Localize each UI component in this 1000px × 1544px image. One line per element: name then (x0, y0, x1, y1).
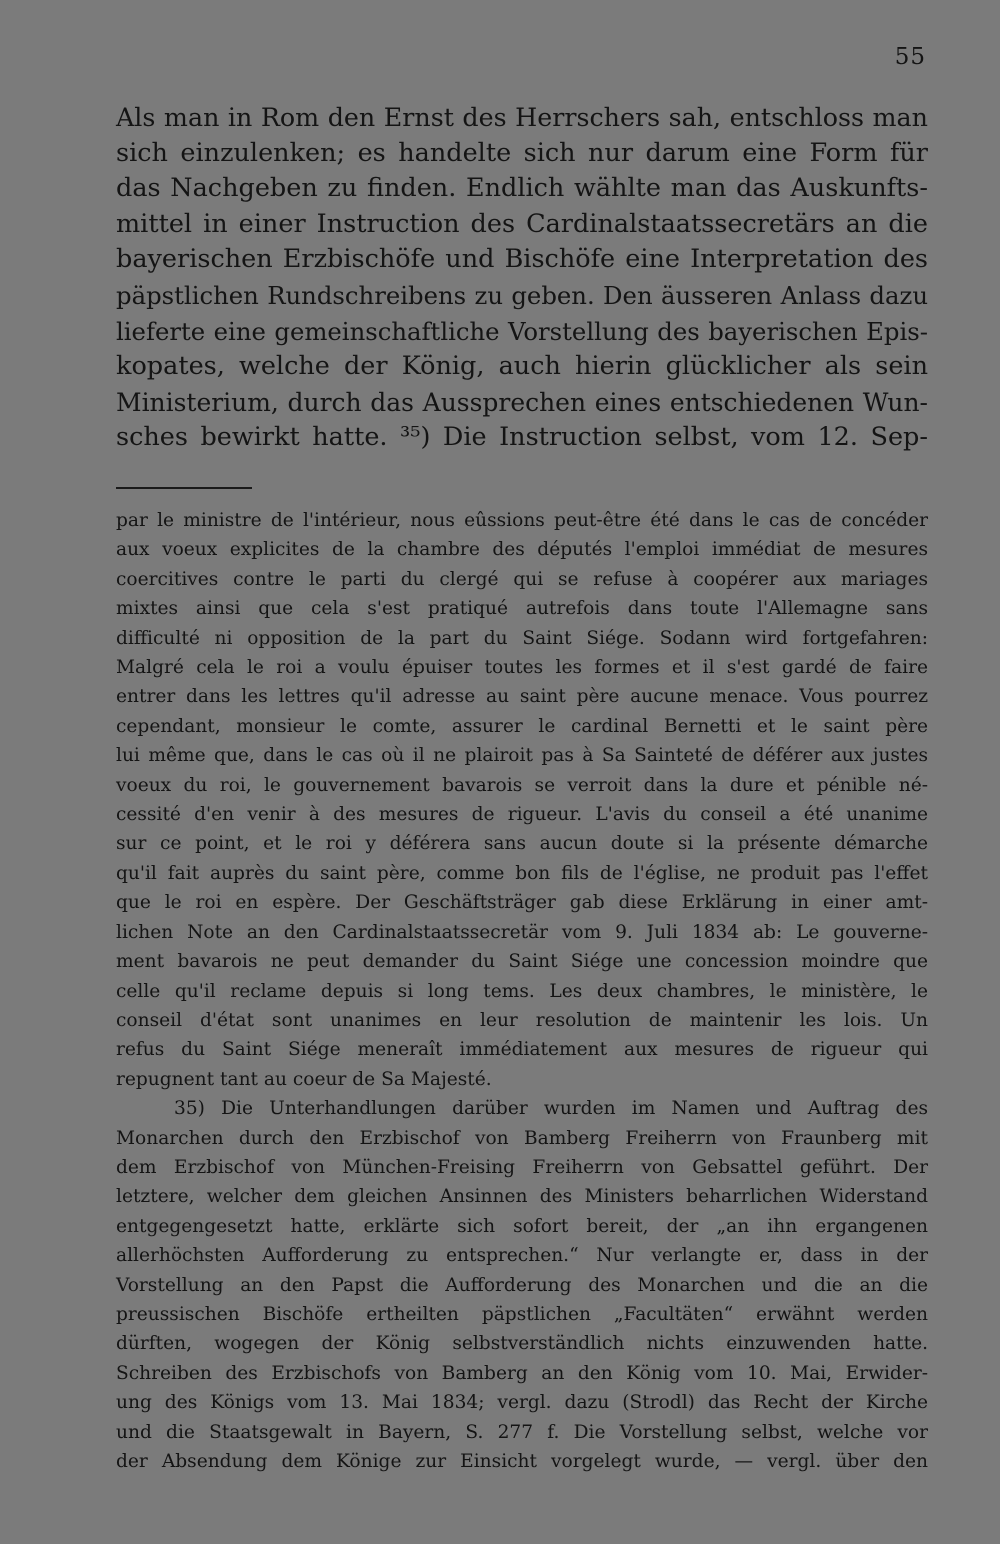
text-line: das Nachgeben zu finden. Endlich wählte man das Auskunfts- (116, 173, 928, 204)
footnote-line: cependant, monsieur le comte, assurer le cardinal Bernetti et le saint père (116, 715, 928, 737)
footnote-line: Vorstellung an den Papst die Aufforderung des Monarchen und die an die (116, 1274, 928, 1296)
footnote-line: conseil d'état sont unanimes en leur resolution de maintenir les lois. Un (116, 1009, 928, 1031)
main-text (116, 100, 928, 456)
footnote-line: dürften, wogegen der König selbstverständlich nichts einzuwenden hatte. (116, 1333, 928, 1355)
text-line: päpstlichen Rundschreibens zu geben. Den äusseren Anlass dazu (116, 280, 928, 310)
footnote-line: sur ce point, et le roi y déférera sans aucun doute si la présente démarche (116, 833, 928, 855)
footnote-line: Monarchen durch den Erzbischof von Bamberg Freiherrn von Fraunberg mit (116, 1127, 928, 1149)
footnote-line: letztere, welcher dem gleichen Ansinnen des Ministers beharrlichen Widerstand (116, 1186, 928, 1208)
footnote-line: und die Staatsgewalt in Bayern, S. 277 f. Die Vorstellung selbst, welche vor (116, 1421, 928, 1443)
footnote-line: Schreiben des Erzbischofs von Bamberg an den König vom 10. Mai, Erwider- (116, 1362, 928, 1384)
footnote-line: entgegengesetzt hatte, erklärte sich sofort bereit, der „an ihn ergangenen (116, 1215, 928, 1237)
footnote-line: ment bavarois ne peut demander du Saint Siége une concession moindre que (116, 951, 928, 973)
footnote-line: par le ministre de l'intérieur, nous eûssions peut-être été dans le cas de concéder (116, 510, 928, 531)
footnote-line: dem Erzbischof von München-Freising Freiherrn von Gebsattel geführt. Der (116, 1156, 928, 1178)
footnote-line: celle qu'il reclame depuis si long tems. Les deux chambres, le ministère, le (116, 980, 928, 1002)
footnote-line: aux voeux explicites de la chambre des députés l'emploi immédiat de mesures (116, 539, 928, 561)
footnote-line: repugnent tant au coeur de Sa Majesté. (116, 1068, 492, 1090)
footnote-line: mixtes ainsi que cela s'est pratiqué autrefois dans toute l'Allemagne sans (116, 598, 928, 620)
footnote-line: cessité d'en venir à des mesures de rigueur. L'avis du conseil a été unanime (116, 804, 928, 826)
footnote-line: der Absendung dem Könige zur Einsicht vorgelegt wurde, — vergl. über den (116, 1451, 928, 1472)
text-line: Als man in Rom den Ernst des Herrschers sah, entschloss man (116, 102, 928, 132)
footnote-line: voeux du roi, le gouvernement bavarois se verroit dans la dure et pénible né- (116, 774, 928, 796)
text-line: bayerischen Erzbischöfe und Bischöfe eine Interpretation des (116, 244, 928, 275)
footnote-line: Malgré cela le roi a voulu épuiser toutes les formes et il s'est gardé de faire (116, 657, 928, 679)
footnote-line: coercitives contre le parti du clergé qui se refuse à coopérer aux mariages (116, 568, 928, 590)
footnote-line: ung des Königs vom 13. Mai 1834; vergl. dazu (Strodl) das Recht der Kirche (116, 1392, 928, 1414)
text-line: sches bewirkt hatte. ³⁵) Die Instruction selbst, vom 12. Sep- (116, 422, 928, 453)
footnotes (116, 506, 928, 1476)
footnote-line: entrer dans les lettres qu'il adresse au saint père aucune menace. Vous pourrez (116, 686, 928, 708)
text-line: kopates, welche der König, auch hierin glücklicher als sein (116, 351, 928, 382)
text-line: mittel in einer Instruction des Cardinalstaatssecretärs an die (116, 208, 928, 239)
footnote-line: preussischen Bischöfe ertheilten päpstlichen „Facultäten“ erwähnt werden (116, 1303, 928, 1325)
page-number: 55 (894, 44, 926, 70)
footnote-line: refus du Saint Siége meneraît immédiatement aux mesures de rigueur qui (116, 1039, 928, 1061)
footnote-line: lui même que, dans le cas où il ne plairoit pas à Sa Sainteté de déférer aux justes (116, 745, 928, 767)
footnote-line: 35) Die Unterhandlungen darüber wurden im Namen und Auftrag des (174, 1098, 928, 1120)
footnote-separator (116, 487, 252, 489)
footnote-line: difficulté ni opposition de la part du Saint Siége. Sodann wird fortgefahren: (116, 627, 928, 649)
text-line: Ministerium, durch das Aussprechen eines entschiedenen Wun- (116, 387, 928, 417)
text-line: lieferte eine gemeinschaftliche Vorstellung des bayerischen Epis- (116, 316, 928, 346)
footnote-line: qu'il fait auprès du saint père, comme bon fils de l'église, ne produit pas l'effet (116, 862, 928, 884)
footnote-line: que le roi en espère. Der Geschäftsträger gab diese Erklärung in einer amt- (116, 892, 928, 914)
footnote-line: allerhöchsten Aufforderung zu entsprechen.“ Nur verlangte er, dass in der (116, 1245, 928, 1267)
text-line: sich einzulenken; es handelte sich nur darum eine Form für (116, 137, 928, 168)
footnote-line: lichen Note an den Cardinalstaatssecretär vom 9. Juli 1834 ab: Le gouverne- (116, 921, 928, 943)
